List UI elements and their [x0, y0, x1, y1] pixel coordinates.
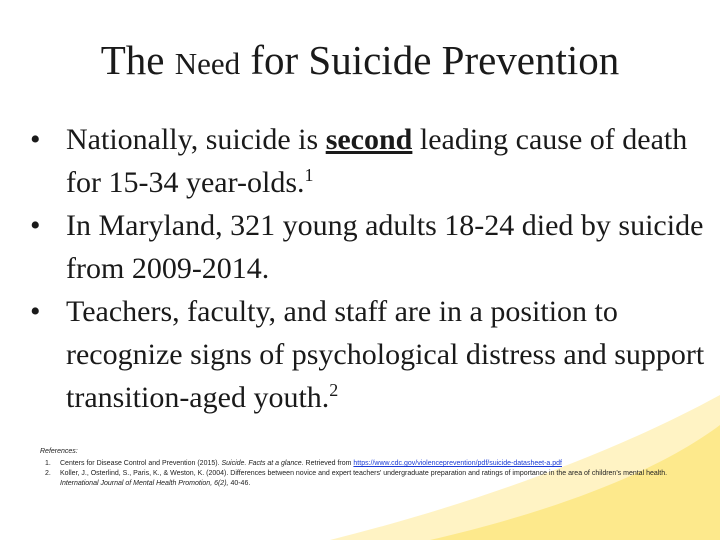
reference-number: 2.	[45, 470, 51, 477]
reference-item	[40, 459, 690, 469]
reference-pages: 40-46.	[230, 480, 251, 487]
footnote-marker: 1	[304, 165, 314, 185]
bullet-text-pre: Nationally, suicide is	[66, 123, 319, 156]
reference-journal: International Journal of Mental Health Promotion, 6(2),	[60, 480, 229, 487]
references	[40, 447, 690, 489]
reference-title: Suicide. Facts at a glance.	[221, 460, 304, 467]
bullet-item	[30, 118, 710, 204]
reference-text: Centers for Disease Control and Prevention (2015).	[60, 460, 220, 467]
bullet-dot-icon: •	[30, 295, 41, 328]
bullet-dot-icon: •	[30, 123, 41, 156]
bullet-item	[30, 290, 710, 419]
bullet-text: In Maryland, 321 young adults 18-24 died by suicide from 2009-2014.	[66, 209, 704, 285]
reference-number: 1.	[45, 460, 51, 467]
reference-item	[40, 469, 690, 489]
bullet-list	[30, 118, 710, 419]
reference-link[interactable]: https://www.cdc.gov/violenceprevention/pdf/suicide-datasheet-a.pdf	[353, 460, 562, 467]
slide-title	[0, 36, 720, 88]
title-part2: Need	[174, 46, 241, 81]
bullet-text: Teachers, faculty, and staff are in a position to recognize signs of psychological distress and support transition-aged youth.	[66, 295, 705, 414]
bullet-item	[30, 204, 710, 290]
title-part3: for Suicide Prevention	[250, 37, 620, 83]
reference-text: Retrieved from	[305, 460, 352, 467]
title-part1: The	[100, 37, 165, 83]
reference-text: Koller, J., Osterlind, S., Paris, K., & Weston, K. (2004). Differences between novice and expert teachers' undergraduate preparation and ratings of importance in the area of children's mental health.	[60, 470, 668, 477]
footnote-marker: 2	[329, 380, 339, 400]
bullet-text-post: leading cause of death for 15-34 year-olds.	[66, 123, 688, 199]
references-heading: References:	[40, 448, 78, 455]
bullet-dot-icon: •	[30, 209, 41, 242]
bullet-emphasis: second	[325, 123, 413, 156]
references-list	[40, 459, 690, 489]
